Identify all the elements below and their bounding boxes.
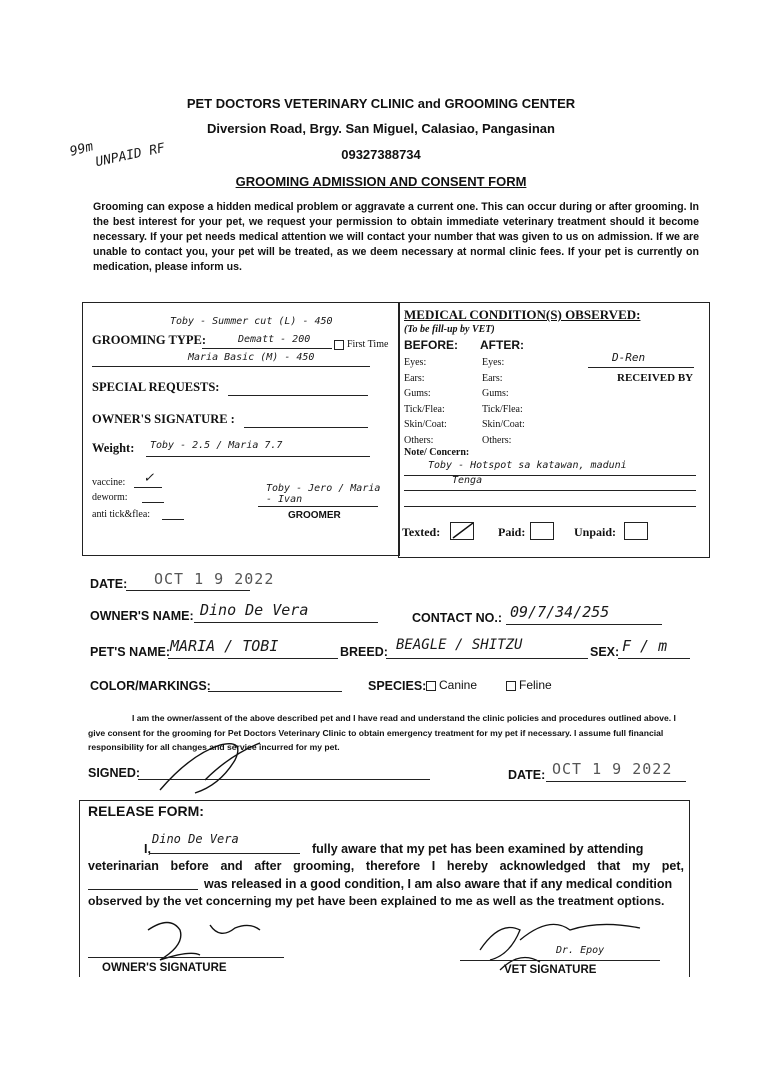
texted-label: Texted: xyxy=(402,525,441,539)
release-i-label: I, xyxy=(144,842,151,856)
medical-condition-title: MEDICAL CONDITION(S) OBSERVED: xyxy=(404,307,641,322)
contact-label: CONTACT NO.: xyxy=(412,611,503,625)
release-form-title: RELEASE FORM: xyxy=(88,803,204,819)
unpaid-label: Unpaid: xyxy=(574,525,617,539)
vaccine-check-mark: ✓ xyxy=(144,468,154,486)
before-conditions-list: Eyes: Ears: Gums: Tick/Flea: Skin/Coat: Others: xyxy=(404,357,447,446)
intro-paragraph: Grooming can expose a hidden medical problem or aggravate a current one. This can occur during or after grooming. In the best interest for your pet, we request your permission to obtain immediate veterinary treatment should it become necessary. If your pet needs medical attention we will contact your number that was given to us on admission. If we are unable to contact you, your pet will be treated, as we deem necessary at normal clinic fees. If your pet is currently on medication, please inform us. xyxy=(93,201,699,273)
canine-option[interactable]: Canine xyxy=(426,678,477,692)
clinic-phone: 09327388734 xyxy=(341,147,421,162)
form-title: GROOMING ADMISSION AND CONSENT FORM xyxy=(235,174,527,189)
first-time-checkbox[interactable]: First Time xyxy=(334,339,388,350)
release-text-line-2: veterinarian before and after grooming, therefore I hereby acknowledged that my pet, xyxy=(88,859,684,873)
margin-note-amount: 99m xyxy=(68,139,96,160)
unpaid-checkbox[interactable] xyxy=(624,522,648,540)
groomer-handwriting: Toby - Jero / Maria - Ivan xyxy=(266,483,381,505)
release-pet-name-field[interactable] xyxy=(88,889,198,890)
weight-handwriting: Toby - 2.5 / Maria 7.7 xyxy=(150,440,283,451)
note-handwriting-1: Toby - Hotspot sa katawan, maduni xyxy=(428,460,627,471)
breed-label: BREED: xyxy=(340,645,388,659)
pet-name-label: PET'S NAME: xyxy=(90,645,171,659)
owners-signature-field[interactable] xyxy=(244,427,368,428)
before-label: BEFORE: xyxy=(404,338,458,352)
grooming-handwriting-1: Toby - Summer cut (L) - 450 xyxy=(170,316,333,327)
release-text-line-1: fully aware that my pet has been examined by attending xyxy=(312,842,644,856)
received-by-handwriting: D-Ren xyxy=(612,351,646,364)
note-handwriting-2: Tenga xyxy=(452,475,483,486)
groomer-label: GROOMER xyxy=(288,510,341,521)
date-label: DATE: xyxy=(90,577,128,591)
vet-signature-label: VET SIGNATURE xyxy=(504,964,597,976)
medical-condition-subtitle: (To be fill-up by VET) xyxy=(404,324,495,335)
special-requests-field[interactable] xyxy=(228,395,368,396)
owner-name-label: OWNER'S NAME: xyxy=(90,609,194,623)
pet-name-handwriting: MARIA / TOBI xyxy=(170,637,279,655)
margin-note-unpaid: UNPAID RF xyxy=(94,140,167,171)
after-conditions-list: Eyes: Ears: Gums: Tick/Flea: Skin/Coat: Others: xyxy=(482,357,525,446)
owners-signature-label: OWNER'S SIGNATURE : xyxy=(92,412,235,426)
color-markings-label: COLOR/MARKINGS: xyxy=(90,679,211,693)
texted-checkbox[interactable] xyxy=(450,522,474,540)
signed-date-stamp: OCT 1 9 2022 xyxy=(552,760,673,778)
received-by-label: RECEIVED BY xyxy=(617,372,694,384)
release-name-handwriting: Dino De Vera xyxy=(152,832,239,846)
contact-handwriting: 09/7/34/255 xyxy=(510,603,610,621)
sex-label: SEX: xyxy=(590,645,620,659)
owner-signature-label: OWNER'S SIGNATURE xyxy=(102,962,227,974)
clinic-address: Diversion Road, Brgy. San Miguel, Calasiao, Pangasinan xyxy=(207,121,555,136)
release-text-line-4: observed by the vet concerning my pet have been explained to me as well as the treatment options. xyxy=(88,894,665,908)
anti-tick-flea-label: anti tick&flea: xyxy=(92,509,151,520)
clinic-name: PET DOCTORS VETERINARY CLINIC and GROOMING CENTER xyxy=(186,96,576,111)
owner-name-handwriting: Dino De Vera xyxy=(200,601,309,619)
feline-option[interactable]: Feline xyxy=(506,678,552,692)
sex-handwriting: F / m xyxy=(622,637,668,655)
grooming-type-label: GROOMING TYPE: xyxy=(92,333,207,347)
date-stamp: OCT 1 9 2022 xyxy=(154,570,275,588)
deworm-label: deworm: xyxy=(92,492,128,503)
vaccine-label: vaccine: xyxy=(92,477,126,488)
consent-paragraph: I am the owner/assent of the above described pet and I have read and understand the clinic policies and procedures outlined above. I give consent for the grooming for Pet Doctors Veterinary Clinic to obtain emergency treatment for my pet if necessary. I assume full financial responsibility for all changes and service incurred for my pet. xyxy=(88,713,676,752)
grooming-handwriting-2: Dematt - 200 xyxy=(238,334,311,345)
breed-handwriting: BEAGLE / SHITZU xyxy=(396,637,523,653)
signed-date-label: DATE: xyxy=(508,768,546,782)
weight-label: Weight: xyxy=(92,441,135,455)
signed-label: SIGNED: xyxy=(88,766,141,780)
release-text-line-3: was released in a good condition, I am also aware that if any medical condition xyxy=(204,877,673,891)
owner-signature-scribble xyxy=(150,735,270,795)
paid-checkbox[interactable] xyxy=(530,522,554,540)
species-label: SPECIES: xyxy=(368,679,427,693)
check-slash-icon xyxy=(451,523,473,539)
color-markings-field[interactable] xyxy=(208,691,342,692)
vet-handwriting: Dr. Epoy xyxy=(556,945,605,956)
paid-label: Paid: xyxy=(498,525,526,539)
after-label: AFTER: xyxy=(480,338,524,352)
note-concern-label: Note/ Concern: xyxy=(404,447,470,458)
special-requests-label: SPECIAL REQUESTS: xyxy=(92,380,220,394)
grooming-handwriting-3: Maria Basic (M) - 450 xyxy=(188,352,315,363)
